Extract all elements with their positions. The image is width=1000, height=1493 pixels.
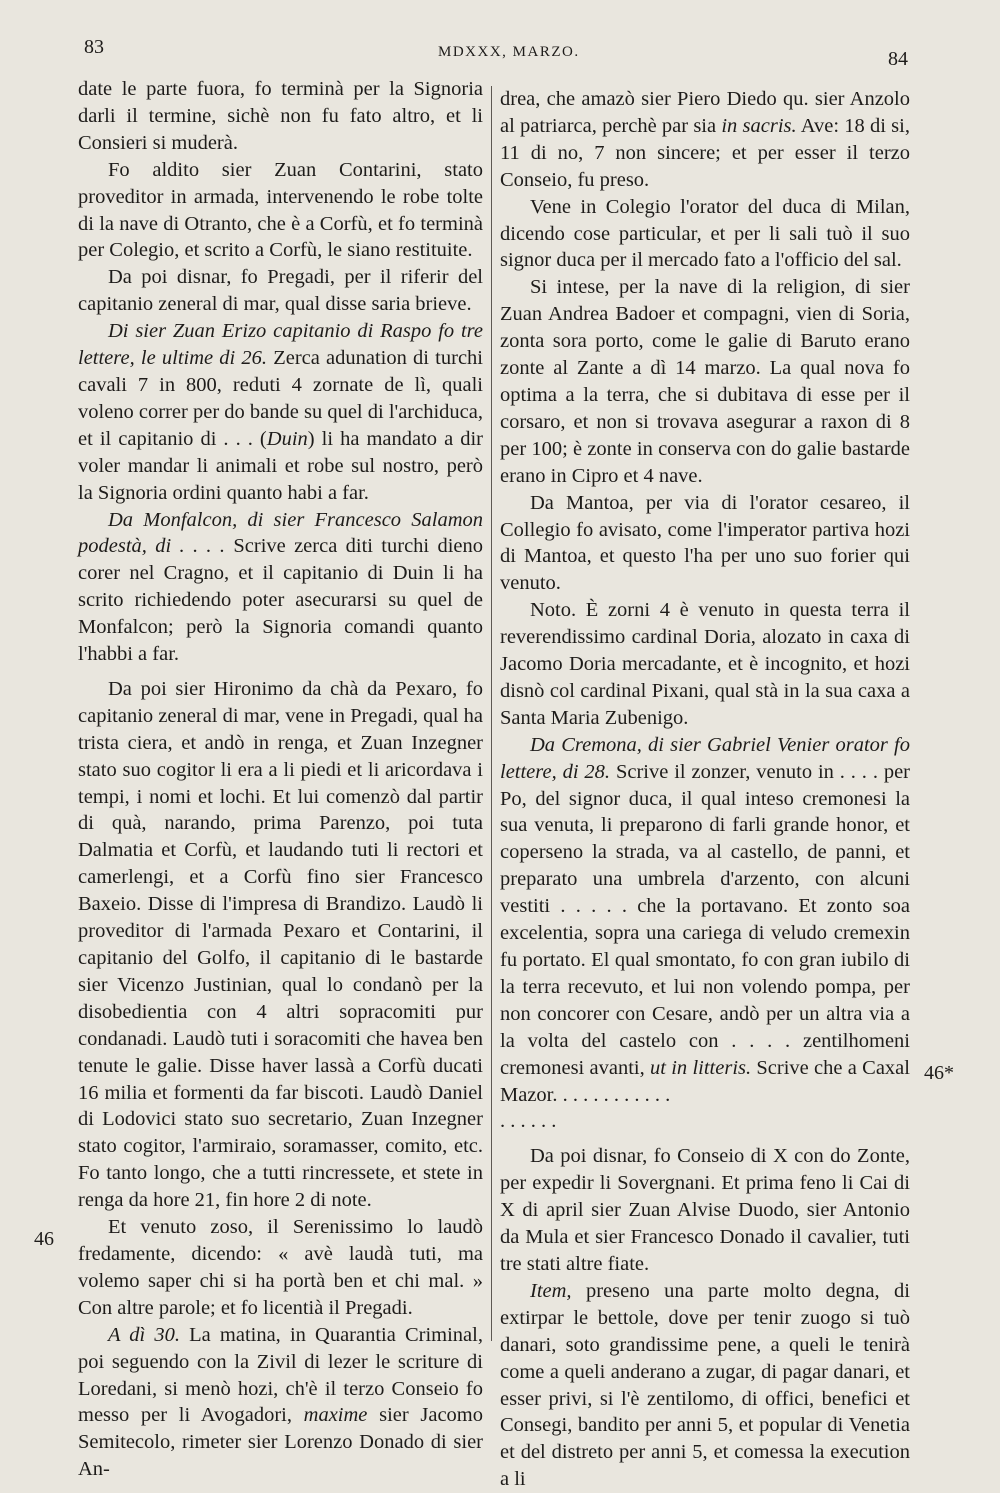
page-number-left: 83 xyxy=(84,36,104,58)
paragraph-text: La matina, in Quarantia Criminal, poi seguendo con la Zivil di lezer le scriture di Loredani, si menò hozi, ch'è il terzo Conseio fo messo per li Avogadori, xyxy=(78,1323,483,1427)
italic-word: in sacris. xyxy=(721,114,797,137)
italic-word: Duin xyxy=(266,427,308,450)
paragraph-text: sier Jacomo Semitecolo, rimeter sier Lorenzo Donado di sier An- xyxy=(78,1404,483,1481)
running-title: MDXXX, MARZO. xyxy=(438,44,580,60)
margin-note-right: 46* xyxy=(924,1062,954,1084)
paragraph: Da poi disnar, fo Conseio di X con do Zonte, per expedir li Sovergnani. Et prima feno li Cai di X di april sier Zuan Alvise Duodo, sier Antonio da Mula et sier Francesco Donado il cavalier, tuti tre stati altre fiate. xyxy=(500,1145,910,1275)
right-column xyxy=(500,86,910,1493)
italic-word: maxime xyxy=(303,1404,368,1427)
column-divider xyxy=(491,86,492,1341)
italic-heading: Item, xyxy=(530,1279,572,1302)
italic-heading: Di sier Zuan Erizo capitanio di Raspo fo tre lettere, le ultime di 26. xyxy=(78,320,483,370)
paragraph-text: Zerca adunation di turchi cavali 7 in 800, reduti 4 zornate de lì, quali voleno correr per do bande su quel di l'archiduca, et il capitanio di . . . ( xyxy=(78,347,483,450)
paragraph-text: preseno una parte molto degna, di extirpar le bettole, dove per tenir zuogo si tuò danari, soto grandissime pene, a queli le tenirà come a queli anderano a zugar, di pagar danari, et esser privi, si l'è zentilomo, di offici, benefici et Consegi, bandito per anni 5, et popular di Venetia et del distreto per anni 5, et comessa la execution a li xyxy=(500,1279,910,1491)
page-number-right: 84 xyxy=(888,48,908,70)
paragraph-text: drea, che amazò sier Piero Diedo qu. sier Anzolo al patriarca, perchè par sia xyxy=(500,88,910,137)
paragraph-text: ) li ha mandato a dir voler mandar li animali et robe sul nostro, però la Signoria ordini quanto habi a far. xyxy=(78,427,484,504)
ellipsis-line: . . . . . . xyxy=(500,1110,557,1133)
paragraph xyxy=(500,732,910,1109)
paragraph: Si intese, per la nave di la religion, di sier Zuan Andrea Badoer et compagni, vien di Soria, zonta sora porto, come le galie di Baruto erano zonte al Zante a dì 14 marzo. La qual nova fo optima a la terra, che si dubitava di esse per il corsaro, et non si trovava asegurar a raxon di 8 per 100; è zonte in conserva con do galie bastarde erano in Cipro et 4 nave. xyxy=(500,276,910,487)
paragraph-text: Ave: 18 di si, 11 di no, 7 non sincere; et per esser il terzo Conseio, fu preso. xyxy=(500,114,910,191)
paragraph: date le parte fuora, fo terminà per la Signoria darli il termine, sichè non fu fato altro, et li Consieri si muderà. xyxy=(78,78,483,154)
paragraph xyxy=(500,86,910,194)
paragraph xyxy=(78,318,483,506)
paragraph xyxy=(500,1278,910,1493)
paragraph: Fo aldito sier Zuan Contarini, stato proveditor in armada, intervenendo le robe tolte di la nave di Otranto, che è a Corfù, et fo terminà per Colegio, et scrito a Corfù, le siano restituite. xyxy=(78,158,483,262)
paragraph-text: Scrive che a Caxal Mazor. . . . . . . . . . . . xyxy=(500,1056,910,1106)
paragraph: Da poi disnar, fo Pregadi, per il riferir del capitanio zeneral di mar, qual disse saria brieve. xyxy=(78,266,483,316)
left-column xyxy=(78,76,483,1483)
paragraph: Vene in Colegio l'orator del duca di Milan, dicendo cose particular, et per li sali tuò il suo signor duca per il mercado fato a l'officio del sal. xyxy=(500,195,910,272)
paragraph: Et venuto zoso, il Serenissimo lo laudò fredamente, dicendo: « avè laudà tuti, ma volemo saper chi si ha portà ben et chi mal. » Con altre parole; et fo licentià il Pregadi. xyxy=(78,1216,483,1319)
italic-heading: Da Cremona, di sier Gabriel Venier orator fo lettere, di 28. xyxy=(500,733,910,783)
paragraph: Da poi sier Hironimo da chà da Pexaro, fo capitanio zeneral di mar, vene in Pregadi, qual ha trista ciera, et andò in renga, et Zuan Inzegner stato suo cogitor li era a li piedi et li aricordava i tempi, i nomi et lochi. Et lui comenzò dal partir di quà, narando, prima Parenzo, poi tuta Dalmatia et Corfù, et laudando tuti li rectori et camerlengi, et a Corfù fino sier Francesco Baxeio. Disse di l'impresa di Brandizo. Laudò li proveditor di l'armada Pexaro et Contarini, il capitanio del Golfo, il capitanio di le bastarde sier Vicenzo Justinian, qual lo condanò per la disobedientia con 4 altri sopracomiti pur condanadi. Laudò tuti i soracomiti che havea ben tenute le galie. Disse haver lassà a Corfù ducati 16 milia et formenti da far biscoti. Laudò Daniel di Lodovici stato suo secretario, Zuan Inzegner stato cogitor, l'armiraio, soramasser, comito, etc. Fo tanto longo, che a tutti rincressete, et stete in renga da hore 21, fin hore 2 di note. xyxy=(78,677,483,1212)
paragraph: Noto. È zorni 4 è venuto in questa terra il reverendissimo cardinal Doria, alozato in caxa di Jacomo Doria mercadante, et è incognito, et hozi disnò col cardinal Pixani, qual stà in la sua caxa a Santa Maria Zubenigo. xyxy=(500,599,910,729)
paragraph xyxy=(78,507,483,668)
italic-heading: Da Monfalcon, di sier Francesco Salamon podestà, di . . . . xyxy=(78,508,483,558)
paragraph-text: Scrive il zonzer, venuto in . . . . per Po, del signor duca, il qual inteso cremonesi la sua venuta, li preparono di farli grande honor, et coperseno la strada, va al castello, de panni, et preparato una umbrela d'arzento, con alcuni vestiti . . . . . che la portavano. Et zonto soa excelentia, sopra una cariega di veludo cremexin fu portato. El qual smontato, fo con gran iubilo di la terra recevuto, et lui non volendo pompa, per non concorer con Cesare, andò per un altra via a la volta del castelo con . . . . zentilhomeni cremonesi avanti, xyxy=(500,760,910,1079)
margin-note-left: 46 xyxy=(34,1228,54,1250)
paragraph: Da Mantoa, per via di l'orator cesareo, il Collegio fo avisato, come l'imperator partiva hozi di Mantoa, et questo l'ha per uno suo forier qui venuto. xyxy=(500,491,910,595)
italic-word: ut in litteris. xyxy=(650,1056,752,1079)
paragraph-text: Scrive zerca diti turchi dieno corer nel Cragno, et il capitanio di Duin li ha scrito richiedendo poter asecurarsi su quel de Monfalcon; però la Signoria comandi quanto l'habbi a far. xyxy=(78,535,484,666)
paragraph xyxy=(78,1322,483,1483)
italic-heading: A dì 30. xyxy=(108,1323,180,1346)
